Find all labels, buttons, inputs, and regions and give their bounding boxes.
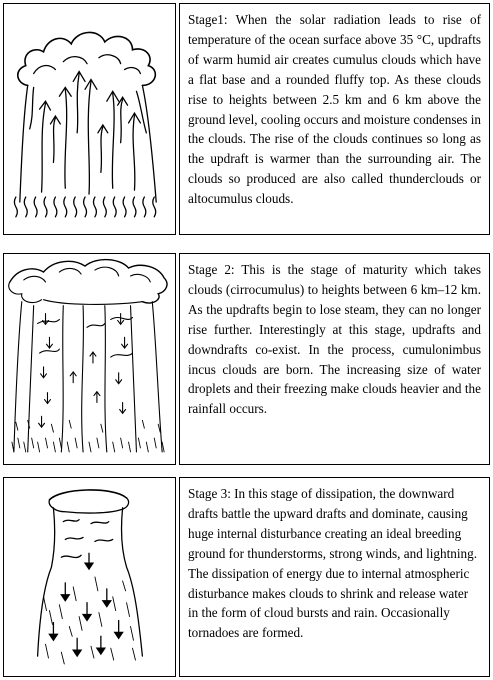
stage2-description-box	[179, 253, 490, 465]
stage1-text: Stage1: When the solar radiation leads to rise of temperature of the ocean surface above 35 °C, updrafts of warm humid air creates cumulus clouds which have a flat base and a rounded fluffy top. As these clouds rise to heights between 2.5 km and 6 km above the ground level, cooling occurs and moisture condenses in the clouds. The rise of the clouds continues so long as the updraft is warmer than the surrounding air. The clouds so produced are also called thunderclouds or altocumulus clouds.	[188, 12, 481, 207]
stage3-illustration	[3, 477, 176, 677]
stage2-illustration	[3, 253, 176, 465]
downdraft-arrows	[49, 553, 122, 656]
cumulonimbus-cloud-drawing	[4, 254, 175, 464]
stage1-description-box	[179, 3, 490, 235]
dissipating-cloud-drawing	[4, 478, 175, 676]
cumulus-cloud-drawing	[4, 4, 175, 234]
stage3-description-box	[179, 477, 490, 677]
stage1-illustration	[3, 3, 176, 235]
updraft-arrows	[40, 72, 141, 195]
stage3-text: Stage 3: In this stage of dissipation, the downward drafts battle the upward drafts and dominate, causing huge internal disturbance creating an ideal breeding ground for thunderstorms, strong winds, and lightning. The dissipation of energy due to internal atmospheric disturbance makes clouds to shrink and release water in the form of cloud bursts and rain. Occasionally tornadoes are formed.	[188, 486, 478, 641]
stage2-text: Stage 2: This is the stage of maturity which takes clouds (cirrocumulus) to heights between 6 km–12 km. As the updrafts begin to lose steam, they can no longer rise further. Interestingly at this stage, updrafts and downdrafts co-exist. In the process, cumulonimbus incus clouds are born. The increasing size of water droplets and their freezing make clouds heavier and the rainfall occurs.	[188, 262, 481, 417]
